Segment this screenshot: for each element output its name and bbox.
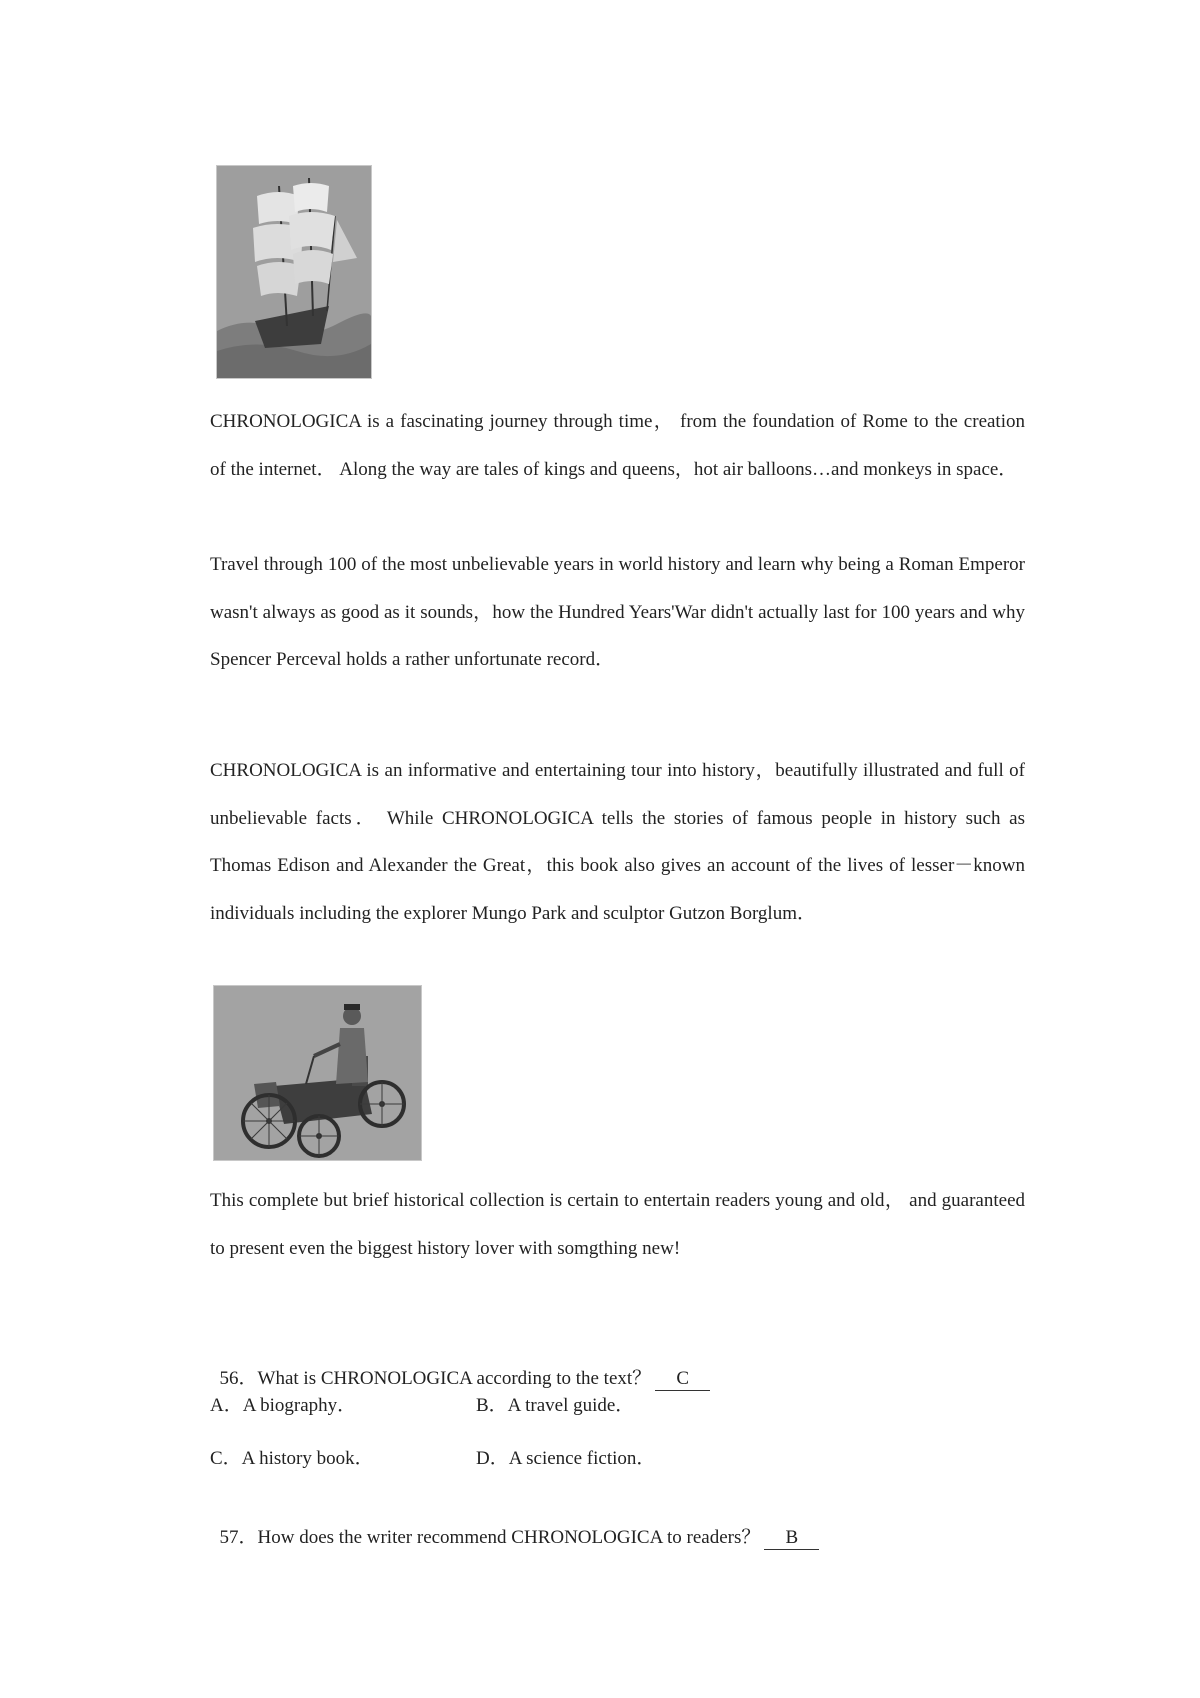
sailing-ship-icon (217, 166, 371, 378)
ship-illustration (216, 165, 372, 379)
option-a: A．A biography． (210, 1395, 357, 1416)
passage-paragraph-1: CHRONOLOGICA is a fascinating journey through time， from the foundation of Rome to the creation of the internet． Along the way are tales of kings and queens，hot air balloons…and monkeys in space． (210, 411, 1025, 480)
answer-blank: C (655, 1368, 710, 1391)
passage-paragraph-4: This complete but brief historical collection is certain to entertain readers young and old， and guaranteed to present even the biggest history lover with somgthing new! (210, 1190, 1025, 1259)
option-b: B．A travel guide． (476, 1395, 635, 1416)
passage-paragraph-2: Travel through 100 of the most unbelievable years in world history and learn why being a Roman Emperor wasn't always as good as it sounds，how the Hundred Years'War didn't actually last for 100 years and why Spencer Perceval holds a rather unfortunate record． (210, 554, 1025, 670)
vintage-car-icon (214, 986, 421, 1160)
question-56 (210, 1340, 710, 1392)
question-57 (210, 1499, 819, 1551)
question-number: 57． (219, 1527, 258, 1548)
question-text: How does the writer recommend CHRONOLOGICA to readers？ (257, 1527, 761, 1548)
car-illustration (213, 985, 422, 1161)
question-number: 56． (219, 1368, 258, 1389)
option-d: D．A science fiction． (476, 1448, 656, 1469)
option-c: C．A history book． (210, 1448, 374, 1469)
answer-blank: B (764, 1527, 819, 1550)
question-text: What is CHRONOLOGICA according to the text？ (257, 1368, 652, 1389)
passage-paragraph-3: CHRONOLOGICA is an informative and entertaining tour into history，beautifully illustrated and full of unbelievable facts． While CHRONOLOGICA tells the stories of famous people in history such as Thomas Edison and Alexander the Great，this book also gives an account of the lives of lesser－known individuals including the explorer Mungo Park and sculptor Gutzon Borglum． (210, 760, 1025, 924)
